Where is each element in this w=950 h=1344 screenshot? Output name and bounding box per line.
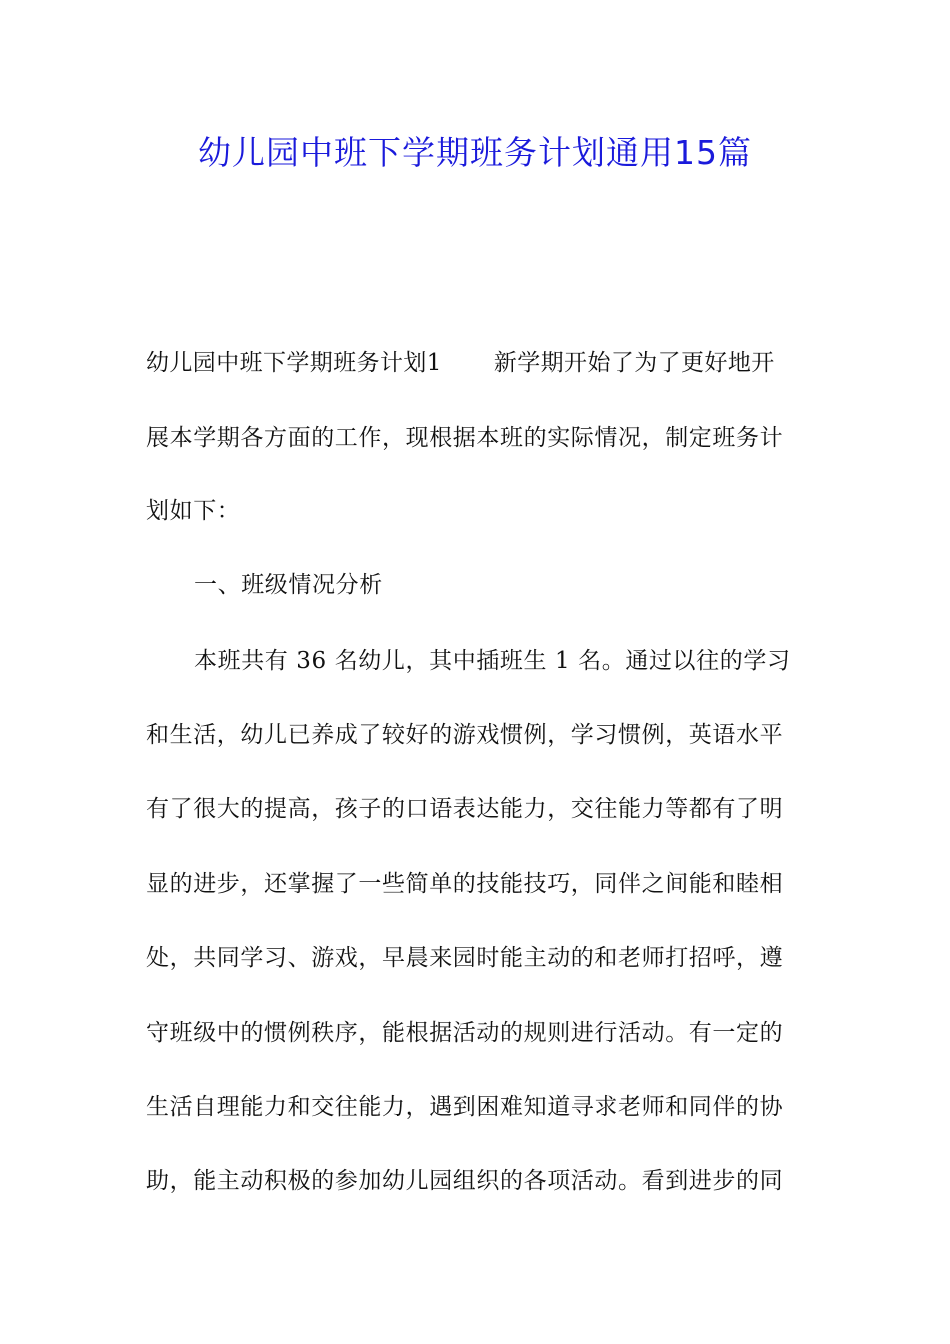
paragraph-line-12: 助，能主动积极的参加幼儿园组织的各项活动。看到进步的同 [146, 1168, 784, 1194]
paragraph-line-9: 处，共同学习、游戏，早晨来园时能主动的和老师打招呼，遵 [146, 945, 784, 971]
section-heading-plan-1: 幼儿园中班下学期班务计划1 [146, 350, 442, 376]
paragraph-line-10: 守班级中的惯例秩序，能根据活动的规则进行活动。有一定的 [146, 1020, 784, 1046]
paragraph-line-8: 显的进步，还掌握了一些简单的技能技巧，同伴之间能和睦相 [146, 871, 784, 897]
paragraph-line-11: 生活自理能力和交往能力，遇到困难知道寻求老师和同伴的协 [146, 1094, 784, 1120]
paragraph-line-2: 展本学期各方面的工作，现根据本班的实际情况，制定班务计 [146, 425, 784, 451]
paragraph-line-1 [146, 347, 806, 379]
section-heading-class-analysis: 一、班级情况分析 [194, 572, 383, 598]
paragraph-line-7: 有了很大的提高，孩子的口语表达能力，交往能力等都有了明 [146, 796, 784, 822]
paragraph-line-6: 和生活，幼儿已养成了较好的游戏惯例，学习惯例，英语水平 [146, 722, 784, 748]
document-title: 幼儿园中班下学期班务计划通用15篇 [198, 133, 752, 172]
paragraph-line-1-text: 新学期开始了为了更好地开 [493, 350, 775, 376]
paragraph-line-5: 本班共有 36 名幼儿，其中插班生 1 名。通过以往的学习 [194, 648, 791, 674]
paragraph-line-3: 划如下： [146, 498, 241, 524]
